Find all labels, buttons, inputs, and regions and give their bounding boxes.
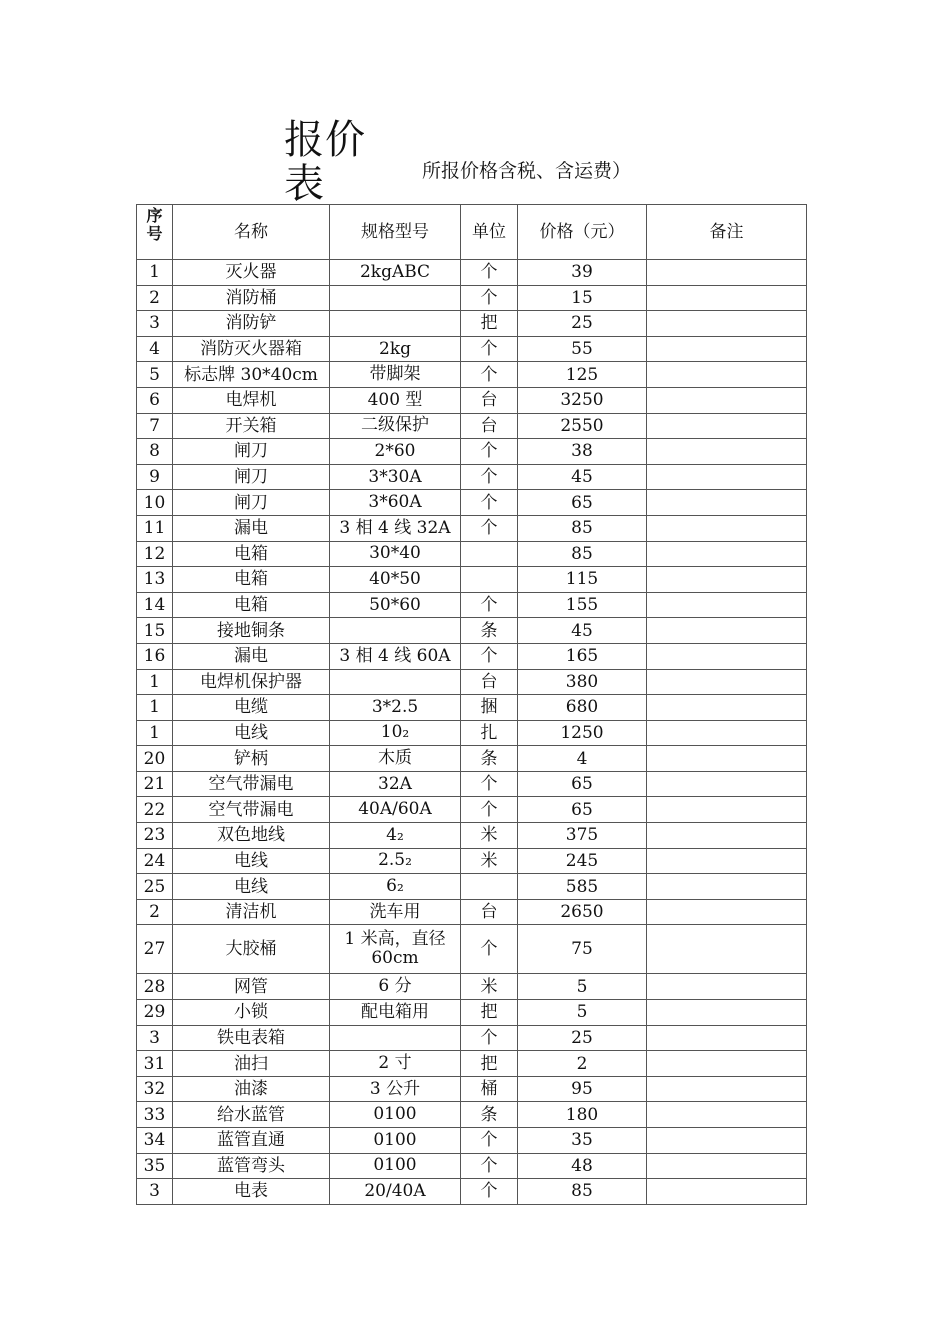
cell-unit: 个: [461, 260, 518, 286]
cell-price: 65: [518, 771, 647, 797]
cell-unit: [461, 567, 518, 593]
table-row: [137, 1179, 807, 1205]
cell-price: 45: [518, 618, 647, 644]
cell-seq: 34: [137, 1128, 173, 1154]
cell-remark: [647, 874, 807, 900]
cell-remark: [647, 413, 807, 439]
table-row: [137, 1051, 807, 1077]
cell-name: 电箱: [173, 541, 330, 567]
table-row: [137, 1102, 807, 1128]
cell-unit: [461, 541, 518, 567]
cell-unit: 条: [461, 746, 518, 772]
cell-remark: [647, 285, 807, 311]
table-body: [137, 260, 807, 1205]
cell-price: 39: [518, 260, 647, 286]
cell-unit: 个: [461, 362, 518, 388]
cell-seq: 35: [137, 1153, 173, 1179]
table-row: [137, 439, 807, 465]
cell-spec: 6 分: [330, 974, 461, 1000]
cell-seq: 23: [137, 823, 173, 849]
cell-unit: 个: [461, 336, 518, 362]
cell-remark: [647, 567, 807, 593]
cell-seq: 16: [137, 643, 173, 669]
cell-price: 38: [518, 439, 647, 465]
table-row: [137, 1025, 807, 1051]
table-header-row: [137, 205, 807, 260]
cell-unit: 个: [461, 797, 518, 823]
cell-remark: [647, 464, 807, 490]
cell-spec: 40A/60A: [330, 797, 461, 823]
cell-unit: 个: [461, 464, 518, 490]
cell-name: 消防灭火器箱: [173, 336, 330, 362]
cell-spec: 2kg: [330, 336, 461, 362]
cell-spec: 6₂: [330, 874, 461, 900]
cell-name: 接地铜条: [173, 618, 330, 644]
cell-unit: 捆: [461, 695, 518, 721]
cell-remark: [647, 1179, 807, 1205]
cell-unit: 台: [461, 413, 518, 439]
cell-seq: 24: [137, 848, 173, 874]
cell-name: 电线: [173, 720, 330, 746]
cell-unit: 个: [461, 643, 518, 669]
cell-seq: 15: [137, 618, 173, 644]
cell-unit: 台: [461, 899, 518, 925]
cell-remark: [647, 797, 807, 823]
cell-seq: 20: [137, 746, 173, 772]
cell-unit: 个: [461, 490, 518, 516]
cell-seq: 1: [137, 720, 173, 746]
cell-spec: [330, 285, 461, 311]
cell-remark: [647, 823, 807, 849]
cell-price: 85: [518, 1179, 647, 1205]
cell-remark: [647, 1128, 807, 1154]
cell-unit: 米: [461, 823, 518, 849]
cell-spec: 10₂: [330, 720, 461, 746]
cell-unit: 个: [461, 1025, 518, 1051]
cell-remark: [647, 1076, 807, 1102]
cell-spec: 0100: [330, 1128, 461, 1154]
cell-seq: 11: [137, 515, 173, 541]
cell-price: 2: [518, 1051, 647, 1077]
cell-name: 油扫: [173, 1051, 330, 1077]
cell-price: 180: [518, 1102, 647, 1128]
cell-seq: 3: [137, 311, 173, 337]
cell-price: 48: [518, 1153, 647, 1179]
cell-price: 375: [518, 823, 647, 849]
cell-name: 蓝管弯头: [173, 1153, 330, 1179]
cell-spec: 40*50: [330, 567, 461, 593]
cell-price: 35: [518, 1128, 647, 1154]
cell-remark: [647, 746, 807, 772]
cell-price: 95: [518, 1076, 647, 1102]
cell-name: 消防桶: [173, 285, 330, 311]
cell-price: 115: [518, 567, 647, 593]
cell-remark: [647, 899, 807, 925]
cell-remark: [647, 669, 807, 695]
cell-name: 漏电: [173, 515, 330, 541]
cell-seq: 27: [137, 925, 173, 974]
cell-name: 电表: [173, 1179, 330, 1205]
cell-remark: [647, 515, 807, 541]
cell-remark: [647, 720, 807, 746]
table-row: [137, 746, 807, 772]
cell-spec: 0100: [330, 1102, 461, 1128]
cell-unit: 个: [461, 771, 518, 797]
table-row: [137, 260, 807, 286]
cell-name: 灭火器: [173, 260, 330, 286]
cell-price: 25: [518, 1025, 647, 1051]
cell-spec: 3*60A: [330, 490, 461, 516]
cell-price: 15: [518, 285, 647, 311]
cell-price: 585: [518, 874, 647, 900]
cell-spec: 4₂: [330, 823, 461, 849]
cell-spec: 二级保护: [330, 413, 461, 439]
cell-seq: 3: [137, 1179, 173, 1205]
cell-seq: 5: [137, 362, 173, 388]
cell-name: 空气带漏电: [173, 771, 330, 797]
cell-spec: 带脚架: [330, 362, 461, 388]
cell-seq: 9: [137, 464, 173, 490]
table-row: [137, 899, 807, 925]
table-row: [137, 618, 807, 644]
cell-name: 清洁机: [173, 899, 330, 925]
cell-name: 电缆: [173, 695, 330, 721]
table-row: [137, 669, 807, 695]
cell-name: 空气带漏电: [173, 797, 330, 823]
cell-seq: 33: [137, 1102, 173, 1128]
cell-remark: [647, 695, 807, 721]
cell-remark: [647, 1000, 807, 1026]
table-row: [137, 464, 807, 490]
cell-unit: 个: [461, 285, 518, 311]
cell-remark: [647, 362, 807, 388]
cell-spec: 3 相 4 线 60A: [330, 643, 461, 669]
cell-seq: 29: [137, 1000, 173, 1026]
page-title: 报价表: [284, 118, 366, 206]
table-row: [137, 1128, 807, 1154]
cell-price: 65: [518, 797, 647, 823]
cell-name: 大胶桶: [173, 925, 330, 974]
cell-seq: 7: [137, 413, 173, 439]
cell-spec: 30*40: [330, 541, 461, 567]
table-row: [137, 771, 807, 797]
quotation-table: [136, 204, 807, 1205]
cell-price: 3250: [518, 387, 647, 413]
cell-name: 电线: [173, 874, 330, 900]
cell-name: 电线: [173, 848, 330, 874]
cell-unit: 扎: [461, 720, 518, 746]
cell-unit: 个: [461, 1153, 518, 1179]
cell-unit: 个: [461, 592, 518, 618]
cell-seq: 4: [137, 336, 173, 362]
cell-remark: [647, 771, 807, 797]
cell-price: 245: [518, 848, 647, 874]
table-row: [137, 643, 807, 669]
cell-seq: 28: [137, 974, 173, 1000]
cell-name: 给水蓝管: [173, 1102, 330, 1128]
cell-unit: 个: [461, 439, 518, 465]
cell-remark: [647, 1153, 807, 1179]
cell-remark: [647, 1051, 807, 1077]
cell-price: 165: [518, 643, 647, 669]
cell-spec: 2 寸: [330, 1051, 461, 1077]
cell-spec: 32A: [330, 771, 461, 797]
cell-spec: 3*30A: [330, 464, 461, 490]
cell-price: 125: [518, 362, 647, 388]
cell-name: 电箱: [173, 592, 330, 618]
cell-seq: 2: [137, 285, 173, 311]
header-price: 价格（元）: [518, 205, 647, 260]
cell-name: 铲柄: [173, 746, 330, 772]
cell-spec: 50*60: [330, 592, 461, 618]
cell-price: 85: [518, 515, 647, 541]
cell-name: 闸刀: [173, 464, 330, 490]
header-unit: 单位: [461, 205, 518, 260]
cell-price: 45: [518, 464, 647, 490]
cell-remark: [647, 490, 807, 516]
cell-unit: 台: [461, 387, 518, 413]
table-row: [137, 567, 807, 593]
cell-remark: [647, 592, 807, 618]
cell-name: 开关箱: [173, 413, 330, 439]
table-row: [137, 848, 807, 874]
cell-name: 蓝管直通: [173, 1128, 330, 1154]
cell-remark: [647, 336, 807, 362]
cell-price: 85: [518, 541, 647, 567]
cell-remark: [647, 1102, 807, 1128]
cell-spec: 0100: [330, 1153, 461, 1179]
cell-spec: 配电箱用: [330, 1000, 461, 1026]
cell-remark: [647, 974, 807, 1000]
cell-name: 网管: [173, 974, 330, 1000]
table-row: [137, 874, 807, 900]
table-row: [137, 311, 807, 337]
cell-price: 2550: [518, 413, 647, 439]
cell-remark: [647, 1025, 807, 1051]
cell-name: 电焊机: [173, 387, 330, 413]
cell-seq: 22: [137, 797, 173, 823]
cell-price: 155: [518, 592, 647, 618]
cell-name: 闸刀: [173, 490, 330, 516]
cell-seq: 12: [137, 541, 173, 567]
cell-name: 标志牌 30*40cm: [173, 362, 330, 388]
cell-unit: 把: [461, 311, 518, 337]
cell-spec: 木质: [330, 746, 461, 772]
cell-seq: 13: [137, 567, 173, 593]
cell-spec: 3 相 4 线 32A: [330, 515, 461, 541]
cell-price: 55: [518, 336, 647, 362]
table-row: [137, 541, 807, 567]
cell-unit: 桶: [461, 1076, 518, 1102]
cell-name: 闸刀: [173, 439, 330, 465]
cell-unit: 米: [461, 974, 518, 1000]
cell-seq: 3: [137, 1025, 173, 1051]
cell-seq: 31: [137, 1051, 173, 1077]
table-row: [137, 1000, 807, 1026]
cell-spec: 2*60: [330, 439, 461, 465]
cell-spec: 20/40A: [330, 1179, 461, 1205]
cell-price: 2650: [518, 899, 647, 925]
table-row: [137, 387, 807, 413]
table-row: [137, 823, 807, 849]
header-remark: 备注: [647, 205, 807, 260]
cell-price: 680: [518, 695, 647, 721]
cell-seq: 1: [137, 669, 173, 695]
header-spec: 规格型号: [330, 205, 461, 260]
cell-seq: 25: [137, 874, 173, 900]
cell-spec: 3*2.5: [330, 695, 461, 721]
cell-unit: 台: [461, 669, 518, 695]
cell-name: 电焊机保护器: [173, 669, 330, 695]
cell-remark: [647, 387, 807, 413]
cell-name: 小锁: [173, 1000, 330, 1026]
cell-name: 铁电表箱: [173, 1025, 330, 1051]
table-row: [137, 413, 807, 439]
table-row: [137, 285, 807, 311]
cell-seq: 2: [137, 899, 173, 925]
cell-seq: 14: [137, 592, 173, 618]
cell-seq: 21: [137, 771, 173, 797]
cell-remark: [647, 848, 807, 874]
cell-unit: 个: [461, 1179, 518, 1205]
cell-unit: 把: [461, 1051, 518, 1077]
cell-remark: [647, 260, 807, 286]
table-row: [137, 592, 807, 618]
cell-unit: 个: [461, 1128, 518, 1154]
table-row: [137, 515, 807, 541]
cell-spec: [330, 618, 461, 644]
cell-remark: [647, 643, 807, 669]
cell-remark: [647, 311, 807, 337]
header-seq: 序号: [137, 205, 173, 260]
cell-price: 25: [518, 311, 647, 337]
price-note: 所报价格含税、含运费）: [422, 160, 632, 182]
table-row: [137, 720, 807, 746]
cell-seq: 1: [137, 695, 173, 721]
cell-name: 消防铲: [173, 311, 330, 337]
cell-seq: 8: [137, 439, 173, 465]
cell-spec: [330, 669, 461, 695]
cell-price: 5: [518, 1000, 647, 1026]
cell-remark: [647, 925, 807, 974]
cell-seq: 6: [137, 387, 173, 413]
cell-name: 漏电: [173, 643, 330, 669]
cell-unit: 条: [461, 1102, 518, 1128]
cell-spec: [330, 311, 461, 337]
table-row: [137, 925, 807, 974]
table-row: [137, 1153, 807, 1179]
cell-remark: [647, 541, 807, 567]
cell-spec: 2kgABC: [330, 260, 461, 286]
table-row: [137, 797, 807, 823]
cell-unit: 把: [461, 1000, 518, 1026]
table-row: [137, 490, 807, 516]
cell-price: 380: [518, 669, 647, 695]
cell-spec: 2.5₂: [330, 848, 461, 874]
cell-unit: [461, 874, 518, 900]
cell-spec: [330, 1025, 461, 1051]
cell-seq: 10: [137, 490, 173, 516]
cell-name: 油漆: [173, 1076, 330, 1102]
cell-spec: 400 型: [330, 387, 461, 413]
cell-unit: 个: [461, 515, 518, 541]
cell-spec: 3 公升: [330, 1076, 461, 1102]
table-row: [137, 974, 807, 1000]
cell-remark: [647, 439, 807, 465]
table-row: [137, 336, 807, 362]
table-row: [137, 1076, 807, 1102]
cell-price: 1250: [518, 720, 647, 746]
cell-price: 4: [518, 746, 647, 772]
cell-unit: 条: [461, 618, 518, 644]
table-row: [137, 362, 807, 388]
header-name: 名称: [173, 205, 330, 260]
cell-remark: [647, 618, 807, 644]
cell-unit: 米: [461, 848, 518, 874]
cell-unit: 个: [461, 925, 518, 974]
cell-name: 电箱: [173, 567, 330, 593]
table-row: [137, 695, 807, 721]
cell-spec: 洗车用: [330, 899, 461, 925]
cell-price: 65: [518, 490, 647, 516]
cell-price: 5: [518, 974, 647, 1000]
cell-seq: 32: [137, 1076, 173, 1102]
cell-seq: 1: [137, 260, 173, 286]
cell-name: 双色地线: [173, 823, 330, 849]
cell-spec: 1 米高，直径 60cm: [330, 925, 461, 974]
cell-price: 75: [518, 925, 647, 974]
